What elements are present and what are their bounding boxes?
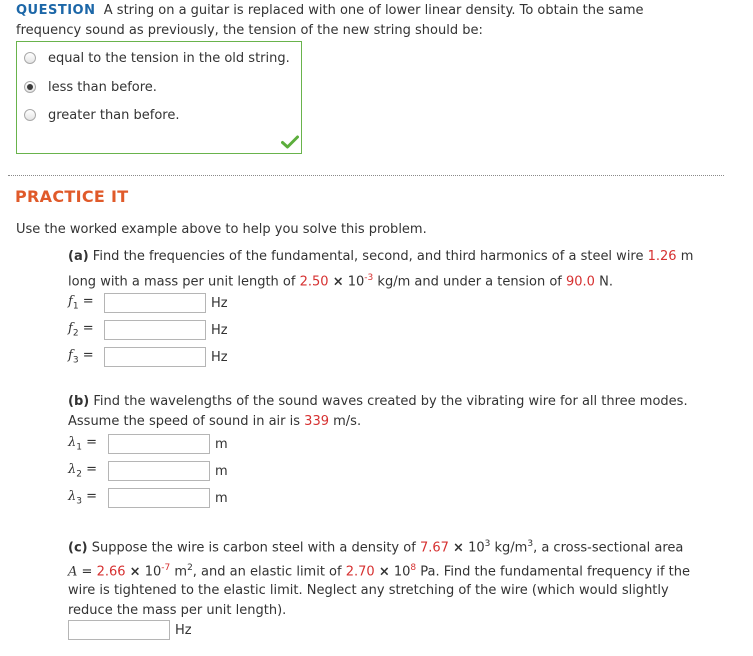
option-label: greater than before. xyxy=(48,107,180,123)
option-equal[interactable] xyxy=(24,48,290,68)
f1-row xyxy=(68,292,228,314)
f2-input[interactable] xyxy=(104,320,206,340)
density-value: 7.67 xyxy=(419,540,449,556)
f3-row xyxy=(68,346,228,368)
lambda2-input[interactable] xyxy=(108,461,210,481)
part-b-line-2 xyxy=(68,414,361,429)
section-divider xyxy=(8,175,724,176)
elastic-limit-value: 2.70 xyxy=(345,564,375,580)
option-less[interactable] xyxy=(24,77,157,97)
part-c-text-2b: Pa. Find the fundamental frequency if the xyxy=(420,564,690,580)
area-variable: A xyxy=(68,564,78,580)
lambda3-label: $\lambda_3$ = xyxy=(68,489,98,507)
part-b-text-2: Assume the speed of sound in air is xyxy=(68,414,301,429)
mass-unit-text: kg/m and under a tension of xyxy=(377,274,562,290)
times-sign: × xyxy=(453,540,464,556)
question-label: QUESTION xyxy=(16,3,96,18)
part-c-tag: (c) xyxy=(68,540,88,556)
lambda3-row xyxy=(68,487,228,509)
lambda2-row xyxy=(68,460,228,482)
wire-length-unit: m xyxy=(680,249,694,264)
option-label: equal to the tension in the old string. xyxy=(48,50,290,66)
part-c-line-3: wire is tightened to the elastic limit. Neglect any stretching of the wire (which would slightly xyxy=(68,583,669,598)
lambda1-input[interactable] xyxy=(108,434,210,454)
f2-label: $f_2$ = xyxy=(68,321,94,339)
question-text-1: A string on a guitar is replaced with one of lower linear density. To obtain the same xyxy=(103,3,644,18)
area-unit: m xyxy=(174,564,188,580)
radio-button[interactable] xyxy=(24,109,36,121)
power-base: 10 xyxy=(347,274,365,290)
part-a-line-1 xyxy=(68,249,693,264)
density-exponent: 3 xyxy=(484,539,491,549)
tension-value: 90.0 xyxy=(566,274,595,290)
lambda2-label: $\lambda_2$ = xyxy=(68,462,98,480)
part-c-text-1: Suppose the wire is carbon steel with a density of xyxy=(91,540,416,556)
lambda3-input[interactable] xyxy=(108,488,210,508)
lambda2-unit: m xyxy=(215,463,228,479)
lambda1-row xyxy=(68,433,228,455)
question-line-1 xyxy=(16,3,644,18)
part-c-text-2: , and an elastic limit of xyxy=(192,564,342,580)
mass-density-value: 2.50 xyxy=(299,274,329,290)
lambda3-unit: m xyxy=(215,490,228,506)
sound-speed-value: 339 xyxy=(304,414,329,429)
lambda1-label: $\lambda_1$ = xyxy=(68,435,98,453)
lambda1-unit: m xyxy=(215,436,228,452)
times-sign: × xyxy=(129,564,141,580)
practice-intro: Use the worked example above to help you solve this problem. xyxy=(16,222,427,237)
power-base: 10 xyxy=(393,564,411,580)
part-b-text: Find the wavelengths of the sound waves created by the vibrating wire for all three modes. xyxy=(93,394,688,409)
part-c-unit: Hz xyxy=(175,622,192,638)
checkmark-icon xyxy=(281,135,299,149)
elastic-limit-exponent: 8 xyxy=(410,563,417,573)
area-value: 2.66 xyxy=(96,564,126,580)
times-sign: × xyxy=(378,564,390,580)
part-c-line-4: reduce the mass per unit length). xyxy=(68,603,287,618)
times-sign: × xyxy=(332,274,344,290)
sound-speed-unit: m/s. xyxy=(333,414,362,429)
equals-sign: = xyxy=(81,564,93,580)
radio-button[interactable] xyxy=(24,52,36,64)
f1-unit: Hz xyxy=(211,295,228,311)
radio-button-selected[interactable] xyxy=(24,81,36,93)
practice-title: PRACTICE IT xyxy=(15,187,129,206)
part-b-line-1 xyxy=(68,394,688,409)
part-c-line-2 xyxy=(68,563,690,579)
option-greater[interactable] xyxy=(24,105,180,125)
area-exponent: -7 xyxy=(161,563,171,573)
f1-label: $f_1$ = xyxy=(68,294,94,312)
part-c-answer-row xyxy=(68,619,192,641)
f2-unit: Hz xyxy=(211,322,228,338)
f3-input[interactable] xyxy=(104,347,206,367)
area-unit-exponent: 2 xyxy=(187,563,193,573)
mass-exponent: -3 xyxy=(364,273,374,283)
question-text-2: frequency sound as previously, the tension of the new string should be: xyxy=(16,23,483,38)
f3-unit: Hz xyxy=(211,349,228,365)
part-a-tag: (a) xyxy=(68,249,89,264)
density-unit: kg/m xyxy=(494,540,528,556)
part-a-line-2 xyxy=(68,273,613,289)
part-c-frequency-input[interactable] xyxy=(68,620,170,640)
part-c-text-1b: , a cross-sectional area xyxy=(533,540,684,556)
option-label: less than before. xyxy=(48,79,157,95)
f1-input[interactable] xyxy=(104,293,206,313)
part-b-tag: (b) xyxy=(68,394,90,409)
density-unit-exponent: 3 xyxy=(527,539,534,549)
power-base: 10 xyxy=(468,540,485,556)
f3-label: $f_3$ = xyxy=(68,348,94,366)
tension-unit: N. xyxy=(599,274,613,290)
power-base: 10 xyxy=(144,564,162,580)
part-c-line-1 xyxy=(68,539,683,555)
f2-row xyxy=(68,319,228,341)
wire-length-value: 1.26 xyxy=(647,249,677,264)
part-a-text: Find the frequencies of the fundamental, second, and third harmonics of a steel wire xyxy=(92,249,644,264)
part-a-text-2: long with a mass per unit length of xyxy=(68,274,296,290)
